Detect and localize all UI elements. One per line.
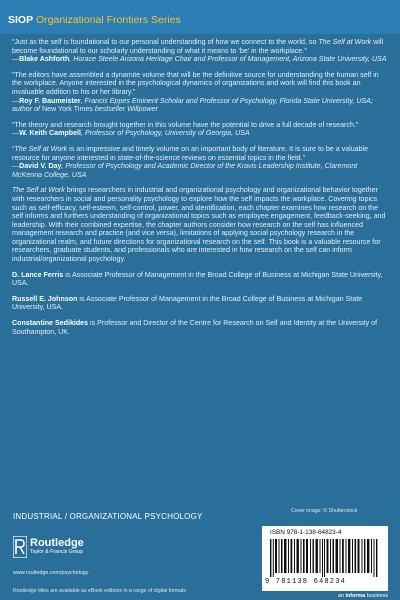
endorser-name: W. Keith Campbell: [19, 129, 81, 138]
description-body: brings researchers in industrial and organizational psychology and organizational behavior together with researchers in social and personality psychology to explore how the self impacts the workplace. Covering topics such as self-efficacy, self-esteem, self-control, power, and identification, each chapter examines how research on the self informs and furthers understanding of organizational topics such as employee engagement, feedback-seeking, and leadership. With their combined expertise, the chapter authors consider how research on the self has influenced management research and practice (and vice versa), limitations of applying social psychology research in the organizational realm, and future directions for organizational research on the self. This book is a valuable resource for researchers, graduate students, and professionals who are interested in how research on the self can inform industrial/organizational psychology.: [12, 186, 386, 264]
publisher-block: [30, 537, 84, 556]
editor-bio: [12, 295, 388, 312]
endorser-affiliation: , Horace Steele Arizona Heritage Chair and Professor of Management, Arizona State University, USA: [69, 55, 387, 64]
endorsement-quote: [12, 71, 388, 114]
dash: —: [12, 55, 20, 64]
quote-attribution: [12, 162, 388, 179]
siop-label: SIOP: [8, 14, 34, 26]
series-title: Organizational Frontiers Series: [36, 14, 181, 26]
routledge-r-logo-icon: [13, 536, 27, 558]
editor-name: D. Lance Ferris: [12, 270, 64, 279]
endorser-affiliation: , Francis Eppes Eminent Scholar and Professor of Psychology, Florida State University, USA; author of: [12, 96, 373, 114]
informa-brand: informa: [345, 593, 366, 599]
editor-bio-text: is Associate Professor of Management in the Broad College of Business at Michigan State University, USA.: [12, 294, 363, 312]
quote-text: will become foundational to our scholarly understanding of what it means to ‘be’ in the workplace.”: [12, 38, 384, 55]
publisher-group: Taylor & Francis Group: [30, 549, 84, 555]
endorser-name: Blake Ashforth: [19, 55, 70, 64]
editor-name: Constantine Sedikides: [12, 319, 89, 328]
quote-text: “: [12, 144, 15, 153]
dash: —: [12, 96, 20, 105]
editor-name: Russell E. Johnson: [12, 294, 78, 303]
barcode-bars: [270, 539, 380, 577]
informa-tagline: [338, 593, 388, 599]
quote-attribution: [12, 55, 388, 64]
endorser-affiliation: , Professor of Psychology and Academic Director of the Kravis Leadership Institute, Claremont McKenna College, USA: [12, 162, 358, 179]
endorser-name: David V. Day: [19, 162, 62, 171]
endorsement-quote: [12, 121, 388, 138]
book-title: The Self at Work: [318, 38, 372, 46]
quote-text: is an impressive and timely volume on an important body of literature. It is sure to be a valuable resource for anyone interested in state-of-the-science reviews on essential topics in the field.”: [12, 144, 369, 162]
quote-attribution: [12, 129, 388, 138]
barcode-digits: 9 781138 648234: [265, 578, 347, 586]
book-title: The Self at Work: [14, 144, 68, 153]
informa-post: business: [365, 593, 389, 599]
informa-pre: an: [338, 593, 346, 599]
editor-bio-text: is Professor and Director of the Centre for Research on Self and Identity at the University of Southampton, UK.: [12, 319, 378, 336]
editor-bio-text: is Associate Professor of Management in the Broad College of Business at Michigan State University, USA.: [12, 270, 383, 288]
book-description: [12, 186, 388, 263]
dash: —: [12, 129, 20, 138]
endorser-affiliation: New York Times: [41, 105, 93, 114]
publisher-name: Routledge: [30, 537, 84, 549]
quote-text: “The editors have assembled a dynamite volume that will be the definitive source for understanding the human self in the workplace. Anyone interested in the psychological dynamics of organizations and work will find this book an invaluable addition to his or her library.”: [12, 70, 379, 96]
endorser-affiliation: bestseller Willpower: [92, 105, 158, 114]
ebook-note: Routledge titles are available as eBook editions in a range of digital formats: [13, 588, 187, 594]
subject-category: INDUSTRIAL / ORGANIZATIONAL PSYCHOLOGY: [13, 512, 203, 521]
quote-attribution: [12, 97, 388, 114]
editor-bio: [12, 319, 388, 336]
quote-text: “The theory and research brought together in this volume have the potential to drive a full decade of research.”: [12, 120, 359, 129]
dash: —: [12, 162, 20, 171]
editor-bio: [12, 271, 388, 288]
isbn-barcode: [262, 526, 388, 591]
book-title: The Self at Work: [12, 186, 65, 195]
back-cover-footer: [0, 506, 400, 600]
endorser-affiliation: , Professor of Psychology, University of Georgia, USA: [80, 129, 250, 138]
back-cover-text: [12, 38, 388, 492]
endorsement-quote: [12, 145, 388, 179]
publisher-url: www.routledge.com/psychology: [13, 570, 89, 576]
quote-text: “Just as the self is foundational to our personal understanding of how we connect to the world, so: [12, 38, 319, 46]
isbn-text: ISBN 978-1-138-64823-4: [270, 529, 342, 536]
cover-image-credit: Cover image: © Shutterstock: [291, 508, 358, 514]
endorser-name: Roy F. Baumeister: [19, 96, 81, 105]
endorsement-quote: [12, 38, 388, 64]
series-header: [0, 0, 400, 34]
